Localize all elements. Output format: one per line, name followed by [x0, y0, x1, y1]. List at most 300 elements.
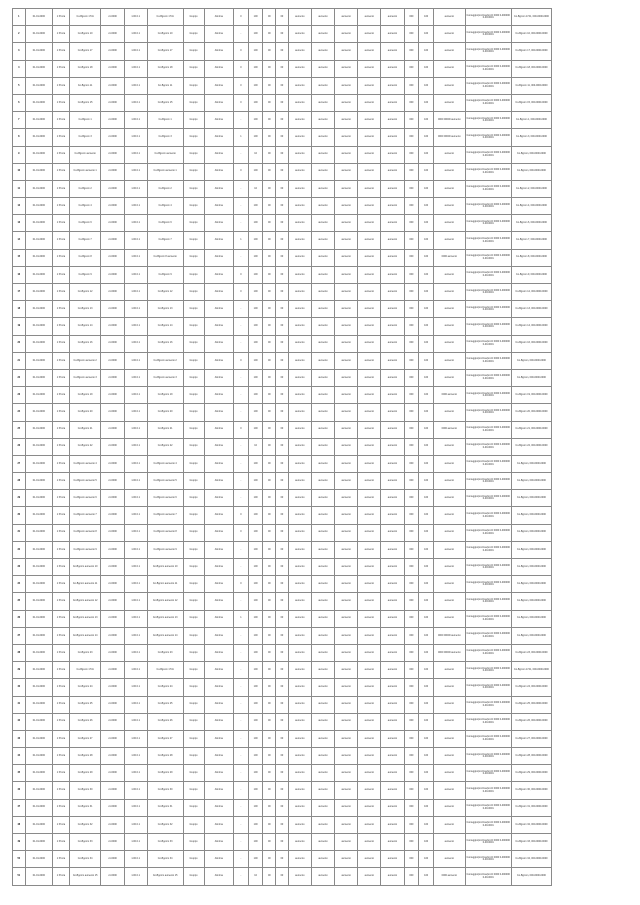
table-cell-group: Gruppo	[183, 799, 204, 816]
table-cell-name: Co-Bgcom aumento 8	[69, 524, 101, 541]
table-cell-status-3: aumento	[335, 43, 358, 60]
table-cell-long-name: Co-Bgcom aumento 1	[147, 163, 183, 180]
table-cell-unit: Almirna	[204, 730, 233, 747]
table-cell-unit: Almirna	[204, 301, 233, 318]
table-cell-status-5: aumento	[381, 215, 404, 232]
table-cell-code-a: x1.0000	[101, 593, 124, 610]
table-cell-group: Gruppo	[183, 524, 204, 541]
table-cell-val-1: 100	[248, 559, 263, 576]
table-cell-group: Gruppo	[183, 490, 204, 507]
table-cell-unit: Almirna	[204, 163, 233, 180]
table-cell-ref-long: Conteggio/prozzoo/prozz 0000 0-0000000-00-0001	[465, 627, 511, 644]
table-cell-name: Co-Bgcom 25	[69, 696, 101, 713]
table-cell-status-4: aumento	[358, 541, 381, 558]
table-cell-val-1: 100	[248, 335, 263, 352]
table-cell-status-2: aumento	[311, 249, 334, 266]
table-cell-val-3: 00	[276, 662, 289, 679]
table-row	[13, 490, 552, 507]
table-cell-origin: 1 Proza	[52, 146, 69, 163]
table-cell-long-name: Co-Bgcom 18	[147, 60, 183, 77]
table-cell-long-name: Co-Bgcom 11	[147, 77, 183, 94]
table-cell-group: Gruppo	[183, 26, 204, 43]
table-cell-qty: -	[234, 713, 249, 730]
table-cell-group: Gruppo	[183, 266, 204, 283]
table-cell-#: 22	[13, 369, 26, 386]
table-row	[13, 146, 552, 163]
table-cell-name: Co-Bgcom 24	[69, 679, 101, 696]
table-cell-val-3: 00	[276, 94, 289, 111]
table-cell-status-3: aumento	[335, 232, 358, 249]
table-cell-unit: Almirna	[204, 679, 233, 696]
table-cell-status-1: aumento	[288, 541, 311, 558]
table-cell-code-b: 1.00.0.1	[124, 559, 147, 576]
table-cell-status-1: aumento	[288, 129, 311, 146]
table-cell-status-5: aumento	[381, 782, 404, 799]
table-cell-status-3: aumento	[335, 335, 358, 352]
table-row	[13, 576, 552, 593]
table-cell-#: 26	[13, 438, 26, 455]
table-cell-name: Co-Bgcom 33	[69, 834, 101, 851]
table-cell-val-1: 100	[248, 232, 263, 249]
table-cell-status-5: aumento	[381, 163, 404, 180]
table-cell-status-2: aumento	[311, 421, 334, 438]
table-cell-name: Co-Bgcom 32	[69, 816, 101, 833]
table-cell-qty: -	[234, 627, 249, 644]
table-cell-name: Co-Bgcom aumento 6	[69, 490, 101, 507]
table-cell-#: 43	[13, 730, 26, 747]
table-cell-long-name: Co-Bgcom 10	[147, 26, 183, 43]
table-cell-num-2: 100	[419, 627, 434, 644]
table-cell-origin: 1 Proza	[52, 782, 69, 799]
table-row	[13, 816, 552, 833]
table-cell-group: Gruppo	[183, 9, 204, 26]
table-cell-val-2: 00	[263, 249, 276, 266]
table-cell-#: 45	[13, 765, 26, 782]
table-cell-#: 39	[13, 662, 26, 679]
table-cell-origin: 1 Proza	[52, 851, 69, 868]
table-cell-date: 01-01-0000	[25, 60, 52, 77]
table-cell-status-5: aumento	[381, 541, 404, 558]
table-cell-name: Co-Bgcom aumento 2	[69, 352, 101, 369]
table-cell-code-b: 1.00.0.1	[124, 249, 147, 266]
table-cell-val-2: 00	[263, 576, 276, 593]
table-cell-name: Co-Bgcom aumento 13	[69, 610, 101, 627]
table-cell-origin: 1 Proza	[52, 524, 69, 541]
table-row	[13, 301, 552, 318]
table-cell-date: 01-01-0000	[25, 627, 52, 644]
table-cell-long-name: Co-Bgcom aumento 5	[147, 473, 183, 490]
table-cell-ref-long: Conteggio/prozzoo/prozz 0000 0-0000000-00-0001	[465, 180, 511, 197]
table-cell-origin: 1 Proza	[52, 112, 69, 129]
table-cell-unit: Almirna	[204, 43, 233, 60]
table-cell-group: Gruppo	[183, 284, 204, 301]
table-cell-note: aumento	[433, 180, 465, 197]
table-cell-val-3: 00	[276, 284, 289, 301]
table-cell-val-2: 00	[263, 524, 276, 541]
table-cell-val-1: 100	[248, 816, 263, 833]
table-cell-unit: Almirna	[204, 576, 233, 593]
table-cell-unit: Almirna	[204, 851, 233, 868]
table-cell-status-2: aumento	[311, 610, 334, 627]
table-cell-qty: -	[234, 782, 249, 799]
table-cell-date: 01-01-0000	[25, 765, 52, 782]
table-cell-status-4: aumento	[358, 404, 381, 421]
table-cell-status-2: aumento	[311, 696, 334, 713]
table-cell-group: Gruppo	[183, 662, 204, 679]
table-cell-status-5: aumento	[381, 26, 404, 43]
table-cell-unit: Almirna	[204, 387, 233, 404]
table-cell-long-name: Co-Bgcom aumento 15	[147, 868, 183, 886]
table-cell-status-1: aumento	[288, 352, 311, 369]
table-cell-group: Gruppo	[183, 730, 204, 747]
table-cell-name: Co-Bgcom aumento 3	[69, 369, 101, 386]
table-cell-ref-long: Conteggio/prozzoo/prozz 0000 0-0000000-00-0001	[465, 713, 511, 730]
table-cell-val-3: 00	[276, 163, 289, 180]
table-cell-status-5: aumento	[381, 112, 404, 129]
table-cell-group: Gruppo	[183, 335, 204, 352]
table-cell-val-3: 00	[276, 249, 289, 266]
table-cell-status-5: aumento	[381, 730, 404, 747]
table-cell-status-1: aumento	[288, 94, 311, 111]
table-cell-note: 0000 aumento	[433, 868, 465, 886]
table-cell-code-a: x1.0000	[101, 129, 124, 146]
table-cell-status-1: aumento	[288, 490, 311, 507]
table-cell-long-name: Co-Bgcom aumento	[147, 146, 183, 163]
table-cell-status-5: aumento	[381, 610, 404, 627]
table-row	[13, 524, 552, 541]
table-cell-code-a: x1.0000	[101, 679, 124, 696]
table-cell-status-2: aumento	[311, 507, 334, 524]
table-cell-code-b: 1.00.0.1	[124, 816, 147, 833]
table-cell-ref-long: Conteggio/prozzoo/prozz 0000 0-0000000-00-0001	[465, 730, 511, 747]
table-cell-status-2: aumento	[311, 163, 334, 180]
table-cell-note: 0000 00000 aumento	[433, 627, 465, 644]
table-cell-note: 0000 aumento	[433, 249, 465, 266]
table-cell-unit: Almirna	[204, 593, 233, 610]
table-cell-code-a: x1.0000	[101, 94, 124, 111]
table-cell-num-1: 000	[404, 868, 419, 886]
table-cell-qty: -	[234, 868, 249, 886]
table-cell-val-3: 00	[276, 782, 289, 799]
table-cell-num-1: 000	[404, 232, 419, 249]
table-cell-status-4: aumento	[358, 284, 381, 301]
table-cell-ref-long: Conteggio/prozzoo/prozz 0000 0-0000000-00-0001	[465, 851, 511, 868]
table-cell-code-a: x1.0000	[101, 490, 124, 507]
table-cell-val-1: 100	[248, 43, 263, 60]
table-cell-val-1: 10	[248, 868, 263, 886]
table-cell-long-name: Co-Bgcom 32	[147, 816, 183, 833]
table-cell-status-1: aumento	[288, 627, 311, 644]
table-cell-name: Co-Bgcom 14	[69, 318, 101, 335]
table-cell-group: Gruppo	[183, 627, 204, 644]
table-cell-#: 31	[13, 524, 26, 541]
table-cell-date: 01-01-0000	[25, 696, 52, 713]
table-cell-long-name: Co-Bgcom 14	[147, 318, 183, 335]
table-cell-code-a: x1.0000	[101, 730, 124, 747]
table-cell-status-4: aumento	[358, 713, 381, 730]
table-row	[13, 559, 552, 576]
table-cell-code-a: x1.0000	[101, 318, 124, 335]
table-cell-status-4: aumento	[358, 198, 381, 215]
table-cell-val-3: 00	[276, 215, 289, 232]
table-cell-num-2: 100	[419, 404, 434, 421]
table-cell-val-2: 00	[263, 421, 276, 438]
table-cell-note: aumento	[433, 696, 465, 713]
table-cell-code-a: x1.0000	[101, 455, 124, 472]
table-cell-val-3: 00	[276, 541, 289, 558]
table-cell-code-b: 1.00.0.1	[124, 387, 147, 404]
table-cell-qty: -	[234, 455, 249, 472]
table-row	[13, 335, 552, 352]
table-cell-status-3: aumento	[335, 576, 358, 593]
table-cell-status-3: aumento	[335, 404, 358, 421]
table-cell-code-a: x1.0000	[101, 610, 124, 627]
table-cell-code-a: x1.0000	[101, 249, 124, 266]
table-cell-qty: -	[234, 26, 249, 43]
table-cell-group: Gruppo	[183, 610, 204, 627]
table-cell-num-2: 100	[419, 679, 434, 696]
table-cell-status-1: aumento	[288, 26, 311, 43]
table-cell-origin: 1 Proza	[52, 369, 69, 386]
table-cell-origin: 1 Proza	[52, 60, 69, 77]
table-cell-name: Co-Bgcom 21	[69, 421, 101, 438]
table-cell-status-2: aumento	[311, 301, 334, 318]
table-cell-date: 01-01-0000	[25, 284, 52, 301]
table-cell-status-2: aumento	[311, 782, 334, 799]
table-cell-name: Co-Bgcom 10	[69, 26, 101, 43]
table-cell-val-1: 100	[248, 473, 263, 490]
table-cell-val-1: 100	[248, 284, 263, 301]
table-cell-status-1: aumento	[288, 180, 311, 197]
table-cell-val-1: 100	[248, 9, 263, 26]
table-cell-status-1: aumento	[288, 77, 311, 94]
table-cell-val-1: 100	[248, 679, 263, 696]
table-cell-num-2: 100	[419, 696, 434, 713]
table-cell-qty: 0	[234, 524, 249, 541]
table-cell-status-5: aumento	[381, 834, 404, 851]
table-cell-val-2: 00	[263, 26, 276, 43]
table-cell-status-4: aumento	[358, 129, 381, 146]
table-cell-origin: 1 Proza	[52, 77, 69, 94]
table-cell-group: Gruppo	[183, 541, 204, 558]
table-cell-status-3: aumento	[335, 730, 358, 747]
table-cell-origin: 1 Proza	[52, 301, 69, 318]
table-cell-date: 01-01-0000	[25, 610, 52, 627]
table-cell-val-2: 00	[263, 404, 276, 421]
table-cell-val-3: 00	[276, 387, 289, 404]
table-cell-code-a: x1.0000	[101, 662, 124, 679]
table-cell-date: 01-01-0000	[25, 387, 52, 404]
table-cell-long-name: Co-Bgcom aumento 2	[147, 352, 183, 369]
table-cell-val-3: 00	[276, 198, 289, 215]
table-cell-contact: Co-Bgcom, 000-0000-0000	[511, 369, 551, 386]
table-cell-status-3: aumento	[335, 180, 358, 197]
table-cell-code-a: x1.0000	[101, 232, 124, 249]
table-cell-val-3: 00	[276, 180, 289, 197]
table-cell-date: 01-01-0000	[25, 851, 52, 868]
table-cell-num-2: 100	[419, 799, 434, 816]
table-cell-qty: -	[234, 301, 249, 318]
table-cell-contact: Co-Bgcom 4, 000-0000-0000	[511, 198, 551, 215]
table-cell-status-1: aumento	[288, 284, 311, 301]
table-cell-val-1: 100	[248, 782, 263, 799]
table-cell-status-5: aumento	[381, 799, 404, 816]
table-cell-contact: Co-Bgcom 7, 000-0000-0000	[511, 232, 551, 249]
table-cell-date: 01-01-0000	[25, 352, 52, 369]
table-cell-qty: -	[234, 180, 249, 197]
table-cell-num-1: 000	[404, 60, 419, 77]
table-cell-note: aumento	[433, 215, 465, 232]
table-cell-ref-long: Conteggio/prozzoo/prozz 0000 0-0000000-00-0001	[465, 507, 511, 524]
table-cell-name: Co-Bgcom 15	[69, 94, 101, 111]
table-cell-note: aumento	[433, 782, 465, 799]
table-cell-contact: Co-Bgcom 21, 000-0000-0000	[511, 421, 551, 438]
table-cell-long-name: Co-Bgcom 23	[147, 644, 183, 661]
table-cell-origin: 1 Proza	[52, 834, 69, 851]
table-cell-code-b: 1.00.0.1	[124, 43, 147, 60]
table-cell-status-1: aumento	[288, 266, 311, 283]
table-cell-contact: Co-Bgcom 32, 000-0000-0000	[511, 816, 551, 833]
table-cell-note: aumento	[433, 43, 465, 60]
table-row	[13, 129, 552, 146]
table-cell-unit: Almirna	[204, 369, 233, 386]
table-cell-num-1: 000	[404, 799, 419, 816]
table-cell-#: 51	[13, 868, 26, 886]
table-cell-origin: 1 Proza	[52, 696, 69, 713]
table-cell-val-1: 100	[248, 662, 263, 679]
table-cell-status-3: aumento	[335, 507, 358, 524]
table-cell-unit: Almirna	[204, 713, 233, 730]
table-cell-num-1: 000	[404, 507, 419, 524]
table-cell-ref-long: Conteggio/prozzoo/prozz 0000 0-0000000-00-0001	[465, 490, 511, 507]
table-cell-status-1: aumento	[288, 421, 311, 438]
table-cell-ref-long: Conteggio/prozzoo/prozz 0000 0-0000000-00-0001	[465, 421, 511, 438]
table-cell-#: 30	[13, 507, 26, 524]
table-cell-origin: 1 Proza	[52, 249, 69, 266]
table-cell-val-2: 00	[263, 473, 276, 490]
table-cell-val-2: 00	[263, 851, 276, 868]
table-cell-code-a: x1.0000	[101, 404, 124, 421]
table-cell-contact: Co-Bgcom 22, 000-0000-0000	[511, 438, 551, 455]
table-cell-long-name: Co-Bgcom 2	[147, 180, 183, 197]
table-cell-status-4: aumento	[358, 610, 381, 627]
table-cell-val-2: 00	[263, 490, 276, 507]
table-cell-num-2: 100	[419, 112, 434, 129]
table-cell-val-3: 00	[276, 868, 289, 886]
table-cell-val-3: 00	[276, 816, 289, 833]
table-cell-num-2: 100	[419, 438, 434, 455]
table-cell-#: 17	[13, 284, 26, 301]
table-cell-note: aumento	[433, 851, 465, 868]
table-cell-note: aumento	[433, 335, 465, 352]
table-cell-qty: -	[234, 387, 249, 404]
table-cell-status-3: aumento	[335, 610, 358, 627]
table-cell-#: 10	[13, 163, 26, 180]
table-cell-date: 01-01-0000	[25, 662, 52, 679]
table-cell-status-2: aumento	[311, 404, 334, 421]
table-cell-status-3: aumento	[335, 387, 358, 404]
table-cell-name: Co-Bgcom 7	[69, 232, 101, 249]
table-cell-name: Co-Bgcom 27	[69, 730, 101, 747]
table-cell-code-b: 1.00.0.1	[124, 576, 147, 593]
table-cell-date: 01-01-0000	[25, 77, 52, 94]
table-cell-val-2: 00	[263, 696, 276, 713]
table-cell-status-2: aumento	[311, 576, 334, 593]
table-cell-unit: Almirna	[204, 352, 233, 369]
table-cell-origin: 1 Proza	[52, 387, 69, 404]
table-cell-num-2: 100	[419, 541, 434, 558]
table-cell-origin: 1 Proza	[52, 868, 69, 886]
table-cell-origin: 1 Proza	[52, 421, 69, 438]
table-cell-contact: Co-Bgcom 27, 000-0000-0000	[511, 730, 551, 747]
table-cell-long-name: Co-Bgcom 22	[147, 438, 183, 455]
table-cell-unit: Almirna	[204, 868, 233, 886]
table-cell-code-a: x1.0000	[101, 335, 124, 352]
data-table	[12, 8, 552, 886]
table-cell-num-1: 000	[404, 524, 419, 541]
table-cell-code-b: 1.00.0.1	[124, 851, 147, 868]
table-cell-num-2: 100	[419, 369, 434, 386]
table-cell-#: 15	[13, 249, 26, 266]
table-cell-group: Gruppo	[183, 60, 204, 77]
table-cell-val-3: 00	[276, 352, 289, 369]
table-cell-unit: Almirna	[204, 765, 233, 782]
table-cell-status-4: aumento	[358, 318, 381, 335]
table-cell-code-a: x1.0000	[101, 387, 124, 404]
table-cell-origin: 1 Proza	[52, 284, 69, 301]
table-cell-num-1: 000	[404, 266, 419, 283]
table-cell-status-3: aumento	[335, 129, 358, 146]
table-cell-num-2: 100	[419, 26, 434, 43]
table-cell-#: 50	[13, 851, 26, 868]
table-cell-code-b: 1.00.0.1	[124, 627, 147, 644]
table-row	[13, 851, 552, 868]
table-cell-qty: 1	[234, 129, 249, 146]
table-cell-qty: 0	[234, 43, 249, 60]
table-cell-num-2: 100	[419, 421, 434, 438]
table-cell-status-5: aumento	[381, 335, 404, 352]
table-cell-num-2: 100	[419, 576, 434, 593]
table-cell-group: Gruppo	[183, 387, 204, 404]
table-cell-status-5: aumento	[381, 765, 404, 782]
table-cell-status-4: aumento	[358, 490, 381, 507]
table-cell-note: aumento	[433, 679, 465, 696]
table-cell-val-3: 00	[276, 9, 289, 26]
table-cell-note: aumento	[433, 284, 465, 301]
table-cell-ref-long: Conteggio/prozzoo/prozz 0000 0-0000000-00-0001	[465, 782, 511, 799]
table-cell-status-3: aumento	[335, 112, 358, 129]
table-cell-code-a: x1.0000	[101, 352, 124, 369]
table-cell-qty: -	[234, 541, 249, 558]
table-cell-group: Gruppo	[183, 765, 204, 782]
table-cell-status-3: aumento	[335, 679, 358, 696]
table-cell-note: aumento	[433, 301, 465, 318]
table-cell-num-2: 100	[419, 782, 434, 799]
table-cell-val-3: 00	[276, 232, 289, 249]
table-cell-val-2: 00	[263, 352, 276, 369]
table-cell-status-3: aumento	[335, 26, 358, 43]
table-cell-ref-long: Conteggio/prozzoo/prozz 0000 0-0000000-00-0001	[465, 335, 511, 352]
table-cell-code-b: 1.00.0.1	[124, 352, 147, 369]
table-cell-contact: Co-Bgcom 28, 000-0000-0000	[511, 748, 551, 765]
table-cell-status-3: aumento	[335, 60, 358, 77]
table-cell-val-1: 10	[248, 438, 263, 455]
table-cell-code-a: x1.0000	[101, 369, 124, 386]
table-cell-ref-long: Conteggio/prozzoo/prozz 0000 0-0000000-00-0001	[465, 43, 511, 60]
table-cell-contact: Co-Bgcom 1741, 000-0000-0000	[511, 9, 551, 26]
table-cell-note: aumento	[433, 352, 465, 369]
table-cell-val-1: 100	[248, 696, 263, 713]
